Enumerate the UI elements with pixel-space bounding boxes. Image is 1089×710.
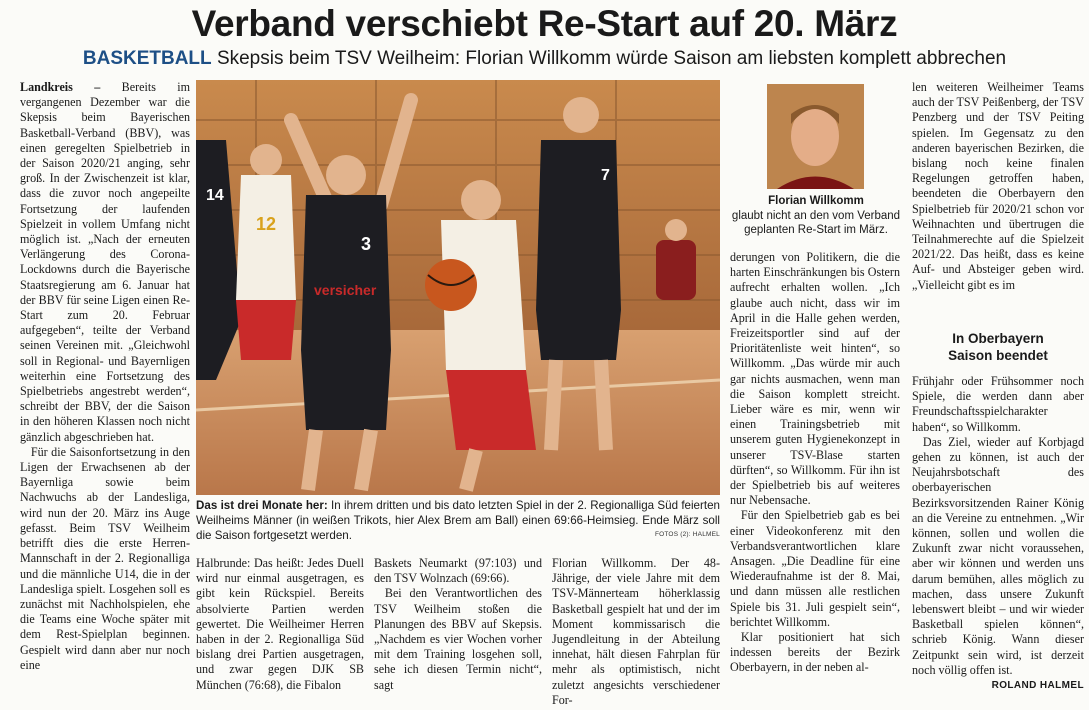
paragraph-text: Das Ziel, wieder auf Korbjagd gehen zu können, ist auch der Neujahrsbotschaft des oberbayerischen Bezirksvorsitzenden Rainer König an die Vereine zu entnehmen. „Wir können, sollen und wollen die Zukunft zwar nicht voraussehen, aber wir können und werden uns darum bemühen, alles möglich zu machen, dass unsere Zukunft lebenswert bleibt – und wir wieder Basketball spielen können“, schrieb König. Wann dieser Zeitpunkt sein wird, ist derzeit noch völlig offen ist. — [912, 434, 1084, 677]
article-column-2 — [196, 556, 364, 693]
subline-text: Skepsis beim TSV Weilheim: Florian Willkomm würde Saison am liebsten komplett abbrechen — [216, 48, 1007, 69]
portrait-name: Florian Willkomm — [768, 195, 864, 207]
portrait-photo — [767, 84, 864, 189]
paragraph: Halbrunde: Das heißt: Jedes Duell wird nur einmal ausgetragen, es gibt kein Rückspiel. Bereits absolvierte Partien werden gewertet. Die Weilheimer Herren haben in der 2. Regionalliga Süd bislang drei Partien ausgetragen, und zwar gegen DJK SB München (76:68), die Fibalon — [196, 556, 364, 692]
author-byline: ROLAND HALMEL — [991, 680, 1084, 692]
dateline: Landkreis – — [20, 80, 101, 94]
jersey-number: 7 — [601, 167, 610, 184]
subheading — [912, 330, 1084, 364]
jersey-number: 14 — [206, 187, 224, 204]
paragraph: len weiteren Weilheimer Teams auch der TSV Peißenberg, der TSV Penzberg und der TSV Peiting spielen. Im Gegensatz zu den anderen bayerischen Bezirken, die bislang noch keine finalen Regelungen getroffen haben, beendeten die Oberbayern den Spielbetrieb für 2020/21 schon vor Weihnachten und übertrugen die Teilnahmerechte auf die Spielzeit 2021/22. Das heißt, dass es keine Auf- und Absteiger geben wird. „Vielleicht gibt es im — [912, 80, 1084, 292]
headline: Verband verschiebt Re-Start auf 20. März — [191, 3, 898, 44]
photo-caption — [196, 498, 720, 543]
paragraph: Frühjahr oder Frühsommer noch Spiele, die werden dann aber Freundschaftsspielcharakter haben“, so Willkomm. — [912, 374, 1084, 434]
paragraph: Für die Saisonfortsetzung in den Ligen der Erwachsenen ab der Bayernliga sowie beim Nachwuchs ab der Landesliga, wird nun der 20. März ins Auge gefasst. Beim TSV Weilheim betrifft dies die erste Herren-Mannschaft in der 2. Regionalliga und die männliche U14, die in der Landesliga spielt. Losgehen soll es zunächst mit Nachholspielen, ehe die Teams eine Woche später mit dem Rest-Spielplan beginnen. Gespielt wird dann aber nur noch eine — [20, 444, 190, 672]
portrait-caption: glaubt nicht an den vom Verband geplanten Re-Start im März. — [731, 210, 901, 236]
jersey-sponsor: versicher — [314, 282, 377, 298]
article-column-6 — [912, 80, 1084, 293]
paragraph: Bei den Verantwortlichen des TSV Weilheim stoßen die Planungen des BBV auf Skepsis. „Nachdem es vier Wochen vorher mit dem Training losgehen soll, sehe ich diesen Termin nicht“, sagt — [374, 586, 542, 692]
subheading-line: Saison beendet — [948, 348, 1048, 363]
jersey-number: 3 — [361, 234, 372, 254]
article-column-5 — [730, 250, 900, 676]
article-column-3 — [374, 556, 542, 693]
paragraph-text: Bereits im vergangenen Dezember war die Skepsis beim Bayerischen Basketball-Verband (BBV), was einen geregelten Spielbetrieb in der Saison 2020/21 anging, sehr groß. In der Zwischenzeit ist klar, dass die zuvor noch angepeilte Fortsetzung der laufenden Spielzeit in vollem Umfang nicht möglich ist. „Nach der erneuten Verlängerung des Corona-Lockdowns durch die Bayerische Staatsregierung am 6. Januar hat der BBV für seine Ligen einen Re-Start zum 20. Februar aufgegeben“, teilte der Verband seinen Vereinen mit. „Gleichwohl soll in Regional- und Bayernligen weiterhin eine Fortsetzung des Spielbetriebs angestrebt werden“, schreibt der BBV, der die Saison in den höheren Klassen noch nicht gänzlich abgeschrieben hat. — [20, 80, 191, 444]
paragraph: Klar positioniert hat sich indessen bereits der Bezirk Oberbayern, in der neben al- — [730, 630, 900, 675]
article-column-6-continued — [912, 374, 1084, 693]
article-column-4 — [552, 556, 720, 708]
kicker: BASKETBALL — [82, 48, 212, 69]
paragraph — [20, 80, 190, 445]
photo-credit: FOTOS (2): HALMEL — [654, 531, 720, 538]
paragraph: Für den Spielbetrieb gab es bei einer Videokonferenz mit den Verbandsverantwortlichen klare Ansagen. „Die Deadline für eine Wiederaufnahme ist der 8. Mai, und dann müssen alle restlichen Spiele bis 31. Juli gespielt sein“, berichtet Willkomm. — [730, 508, 900, 629]
article-column-1 — [20, 80, 190, 673]
paragraph: Florian Willkomm. Der 48-Jährige, der viele Jahre mit dem TSV-Männerteam höherklassig Basketball gespielt hat und der im Moment kommissarisch die Jugendleitung in der Abteilung innehat, hält diesen Fahrplan für mehr als optimistisch, nicht zuletzt angesichts verschiedener For- — [552, 556, 720, 707]
subline — [0, 46, 1089, 72]
caption-text: In ihrem dritten und bis dato letzten Spiel in der 2. Regionalliga Süd feierten Weilheims Männer (in weißen Trikots, hier Alex Brem am Ball) einen 69:66-Heimsieg. Ende März soll die Saison fortgesetzt werden. — [196, 499, 720, 542]
paragraph: Baskets Neumarkt (97:103) und den TSV Wolnzach (69:66). — [374, 556, 542, 586]
basketball-photo — [196, 80, 720, 495]
paragraph: derungen von Politikern, die die harten Einschränkungen bis Ostern aufrecht erhalten wollen. „Ich glaube auch nicht, dass wir im April in die Halle gehen werden, Freizeitsportler sind auf der Prioritätenliste weit hinten“, so Willkomm. „Das würde mir auch gar nichts ausmachen, wenn man die Saison komplett streicht. Lieber wäre es mir, wenn wir einen Trainingsbetrieb mit unserem guten Hygienekonzept in unserer TSV-Blase starten dürften“, so Willkomm. Für ihn ist der Spielbetrieb bis auf weiteres nur Nebensache. — [730, 250, 900, 508]
caption-lead: Das ist drei Monate her: — [196, 499, 328, 512]
subheading-line: In Oberbayern — [952, 331, 1044, 346]
jersey-number: 12 — [256, 214, 277, 234]
paragraph — [912, 434, 1084, 692]
